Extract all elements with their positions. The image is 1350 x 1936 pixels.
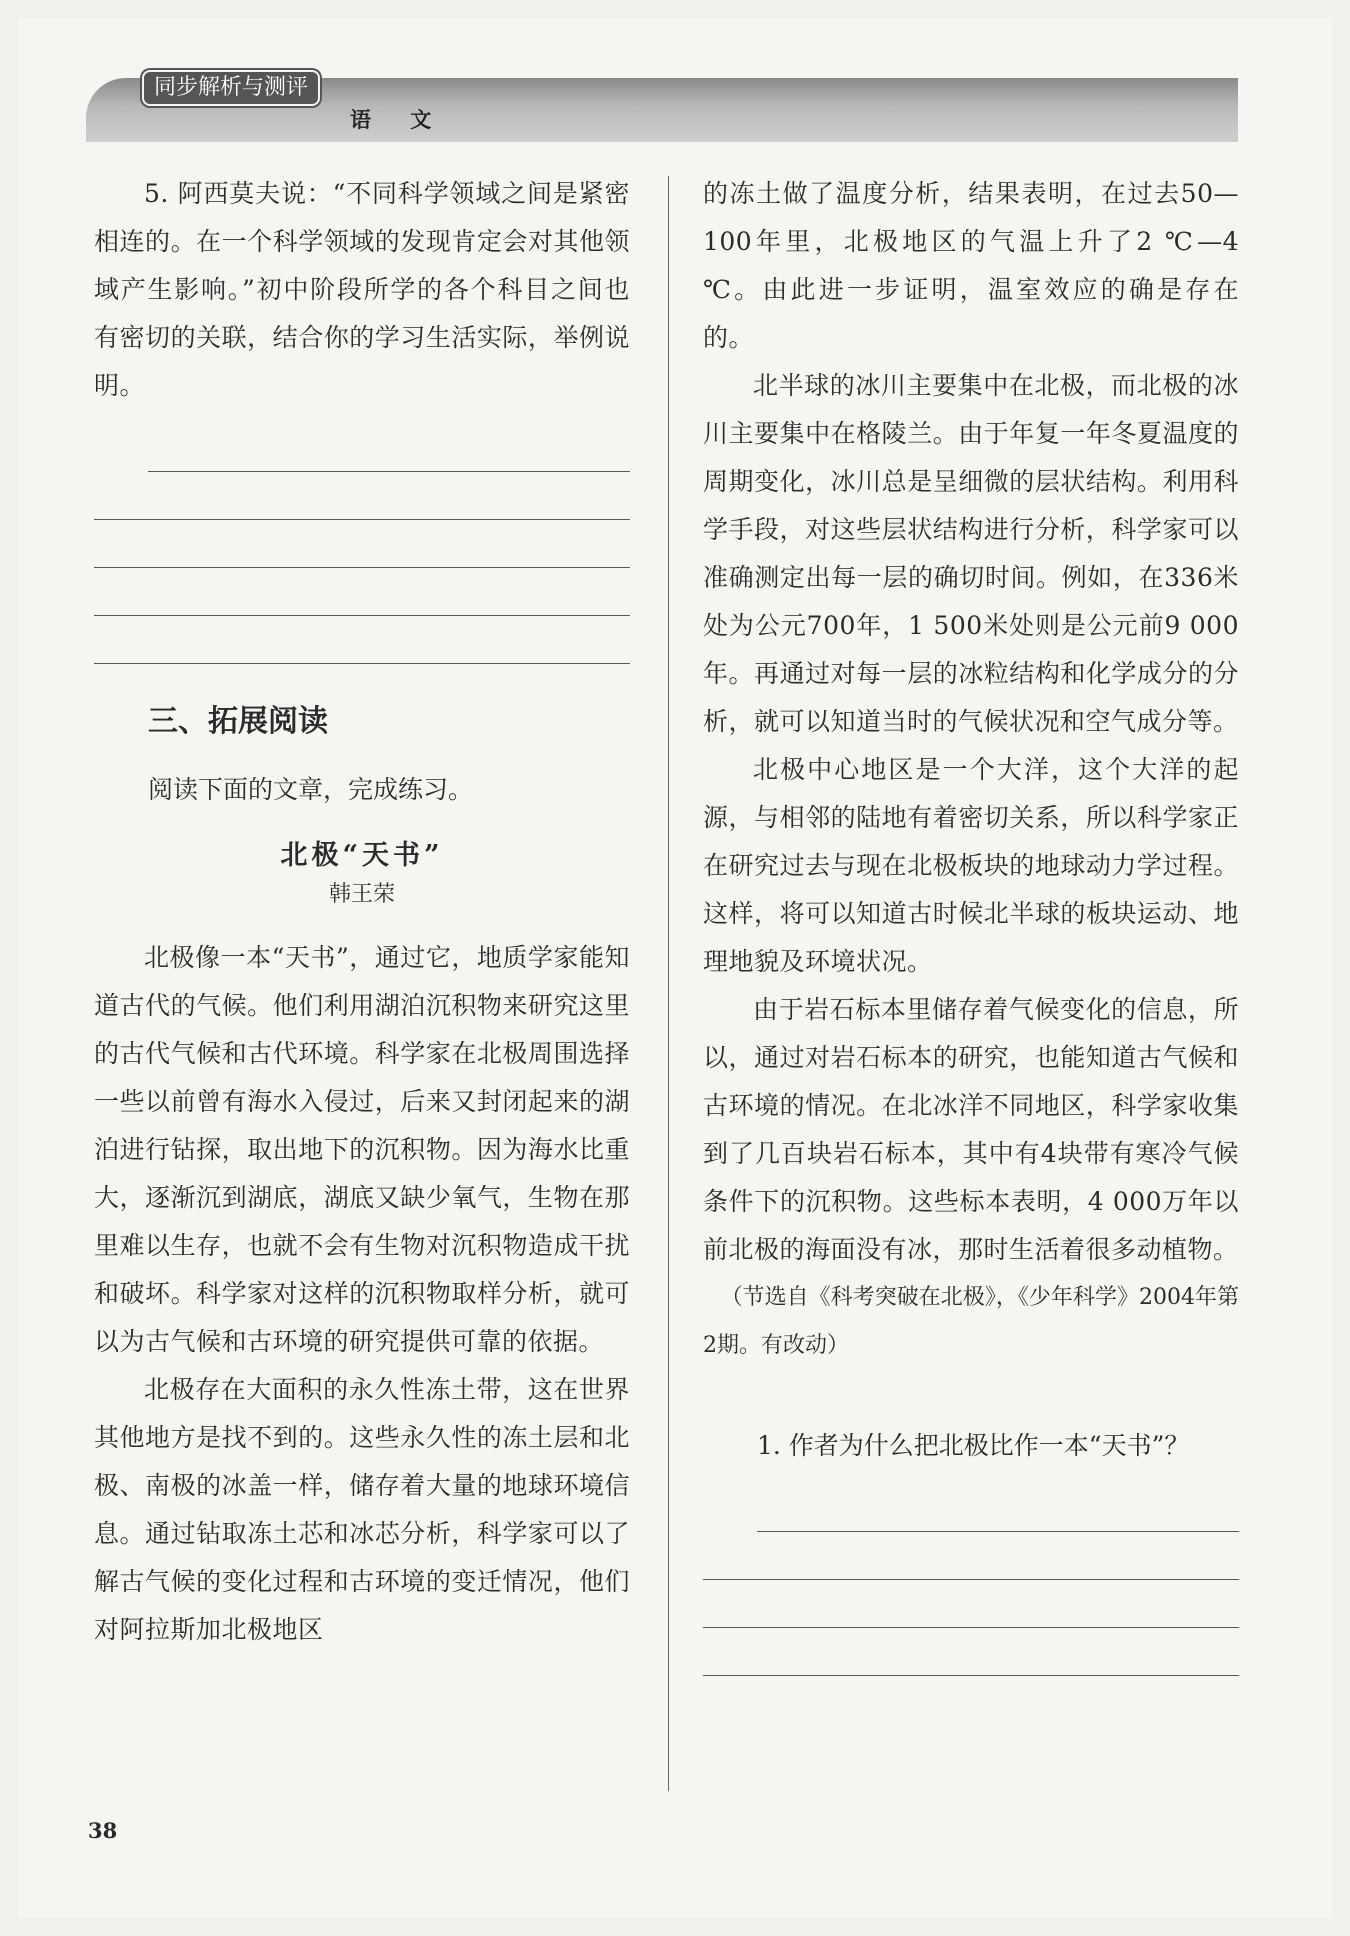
answer-line[interactable] xyxy=(757,1484,1239,1532)
answer-lines-q1[interactable] xyxy=(703,1484,1239,1676)
article-paragraph: 由于岩石标本里储存着气候变化的信息，所以，通过对岩石标本的研究，也能知道古气候和古环境的情况。在北冰洋不同地区，科学家收集到了几百块岩石标本，其中有4块带有寒冷气候条件下的沉积物。这些标本表明，4 000万年以前北极的海面没有冰，那时生活着很多动植物。 xyxy=(703,995,1239,1264)
answer-line[interactable] xyxy=(148,424,630,472)
answer-line[interactable] xyxy=(94,568,630,616)
article-source: （节选自《科考突破在北极》，《少年科学》2004年第2期。有改动） xyxy=(703,1285,1239,1358)
answer-line[interactable] xyxy=(94,616,630,664)
right-column xyxy=(703,170,1239,1676)
answer-line[interactable] xyxy=(94,520,630,568)
answer-line[interactable] xyxy=(703,1580,1239,1628)
page-number: 38 xyxy=(88,1818,118,1843)
answer-line[interactable] xyxy=(94,472,630,520)
answer-lines-q5[interactable] xyxy=(94,424,630,664)
article-title: 北极“天书” xyxy=(280,840,444,871)
answer-line[interactable] xyxy=(703,1628,1239,1676)
article-paragraph: 北半球的冰川主要集中在北极，而北极的冰川主要集中在格陵兰。由于年复一年冬夏温度的周期变化，冰川总是呈细微的层状结构。利用科学手段，对这些层状结构进行分析，科学家可以准确测定出每一层的确切时间。例如，在336米处为公元700年，1 500米处则是公元前9 000年。再通过对每一层的冰粒结构和化学成分的分析，就可以知道当时的气候状况和空气成分等。 xyxy=(703,371,1239,736)
question-5: 5. 阿西莫夫说：“不同科学领域之间是紧密相连的。在一个科学领域的发现肯定会对其他领域产生影响。”初中阶段所学的各个科目之间也有密切的关联，结合你的学习生活实际，举例说明。 xyxy=(94,179,630,400)
article-paragraph: 北极存在大面积的永久性冻土带，这在世界其他地方是找不到的。这些永久性的冻土层和北极、南极的冰盖一样，储存着大量的地球环境信息。通过钻取冻土芯和冰芯分析，科学家可以了解古气候的变化过程和古环境的变迁情况，他们对阿拉斯加北极地区 xyxy=(94,1375,630,1644)
question-1: 1. 作者为什么把北极比作一本“天书”？ xyxy=(757,1431,1190,1460)
reading-instruction: 阅读下面的文章，完成练习。 xyxy=(148,775,474,804)
section-title: 三、拓展阅读 xyxy=(148,704,328,739)
article-paragraph: 北极像一本“天书”，通过它，地质学家能知道古代的气候。他们利用湖泊沉积物来研究这里的古代气候和古代环境。科学家在北极周围选择一些以前曾有海水入侵过，后来又封闭起来的湖泊进行钻探，取出地下的沉积物。因为海水比重大，逐渐沉到湖底，湖底又缺少氧气，生物在那里难以生存，也就不会有生物对沉积物造成干扰和破坏。科学家对这样的沉积物取样分析，就可以为古气候和古环境的研究提供可靠的依据。 xyxy=(94,943,630,1356)
left-column xyxy=(94,170,630,1654)
article-author: 韩王荣 xyxy=(328,882,395,907)
article-paragraph: 的冻土做了温度分析，结果表明，在过去50—100年里，北极地区的气温上升了2 ℃—4 ℃。由此进一步证明，温室效应的确是存在的。 xyxy=(703,179,1239,352)
article-paragraph: 北极中心地区是一个大洋，这个大洋的起源，与相邻的陆地有着密切关系，所以科学家正在研究过去与现在北极板块的地球动力学过程。这样，将可以知道古时候北半球的板块运动、地理地貌及环境状况。 xyxy=(703,755,1239,976)
column-divider xyxy=(668,176,669,1791)
subject-label: 语 文 xyxy=(350,108,448,132)
answer-line[interactable] xyxy=(703,1532,1239,1580)
series-title: 同步解析与测评 xyxy=(142,70,320,106)
